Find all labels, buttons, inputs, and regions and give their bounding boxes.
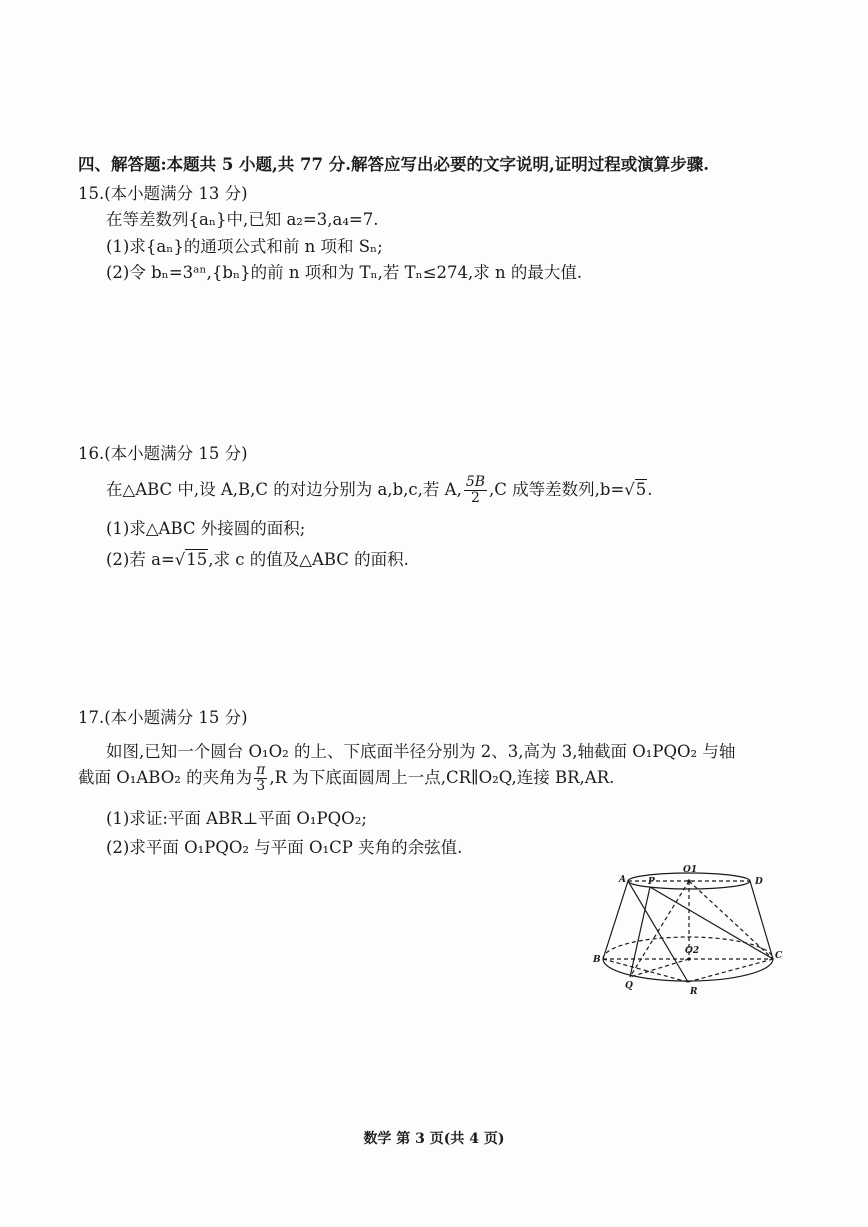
- q16-part2-start: (2)若 a=: [106, 550, 175, 569]
- q15-stem: 在等差数列{aₙ}中,已知 a₂=3,a₄=7.: [106, 210, 379, 229]
- q16-part2: [106, 546, 409, 570]
- q17-fraction-denominator: 3: [256, 778, 266, 794]
- bottom-base-front-arc: [603, 959, 773, 981]
- point-O2: [687, 957, 690, 960]
- q16-part2-end: ,求 c 的值及△ABC 的面积.: [208, 550, 409, 569]
- q17-stem2-end: ,R 为下底面圆周上一点,CR∥O₂Q,连接 BR,AR.: [269, 768, 615, 787]
- frustum-figure: [590, 862, 783, 1002]
- segment-O1Q: [630, 881, 689, 977]
- label-R: R: [690, 987, 698, 997]
- q15-part2: (2)令 bₙ=3ᵃⁿ,{bₙ}的前 n 项和为 Tₙ,若 Tₙ≤274,求 n 的最大值.: [106, 263, 583, 282]
- q16-header: 16.(本小题满分 15 分): [78, 444, 248, 463]
- q15-header: 15.(本小题满分 13 分): [78, 184, 248, 203]
- q16-part1: (1)求△ABC 外接圆的面积;: [106, 519, 306, 538]
- q17-stem-line2: [78, 763, 614, 794]
- q17-stem2-start: 截面 O₁ABO₂ 的夹角为: [78, 768, 253, 787]
- label-A: A: [619, 875, 626, 885]
- q17-part2: (2)求平面 O₁PQO₂ 与平面 O₁CP 夹角的余弦值.: [106, 838, 463, 857]
- q17-stem-line1: 如图,已知一个圆台 O₁O₂ 的上、下底面半径分别为 2、3,高为 3,轴截面 O₁PQO₂ 与轴: [106, 742, 736, 761]
- q16-stem: [106, 475, 653, 506]
- q16-fraction: [464, 475, 487, 506]
- label-C: C: [775, 951, 783, 961]
- label-Q: Q: [625, 981, 633, 991]
- page-footer: 数学 第 3 页(共 4 页): [363, 1131, 505, 1147]
- label-D: D: [755, 877, 763, 887]
- q16-fraction-denominator: 2: [470, 490, 480, 506]
- section-title: 四、解答题:本题共 5 小题,共 77 分.解答应写出必要的文字说明,证明过程或演算步骤.: [78, 155, 709, 174]
- q16-stem-start: 在△ABC 中,设 A,B,C 的对边分别为 a,b,c,若 A,: [106, 480, 462, 499]
- q16-part2-radicand: 15: [186, 550, 208, 569]
- point-O1: [687, 879, 690, 882]
- q17-fraction: [254, 763, 267, 794]
- q16-stem-middle: ,C 成等差数列,b=: [489, 480, 625, 499]
- label-O1: O1: [683, 865, 698, 875]
- q17-fraction-numerator: π: [256, 762, 266, 778]
- q16-sqrt: √5: [624, 480, 647, 499]
- label-P: P: [648, 877, 655, 887]
- label-B: B: [593, 955, 601, 965]
- q15-part1: (1)求{aₙ}的通项公式和前 n 项和 Sₙ;: [106, 237, 383, 256]
- q16-fraction-numerator: 5B: [465, 474, 486, 490]
- q16-part2-sqrt: √15: [174, 550, 208, 569]
- q17-part1: (1)求证:平面 ABR⊥平面 O₁PQO₂;: [106, 809, 367, 828]
- q16-stem-end: .: [647, 480, 653, 499]
- q17-header: 17.(本小题满分 15 分): [78, 708, 248, 727]
- label-O2: O2: [685, 946, 700, 956]
- q16-sqrt-radicand: 5: [635, 480, 647, 499]
